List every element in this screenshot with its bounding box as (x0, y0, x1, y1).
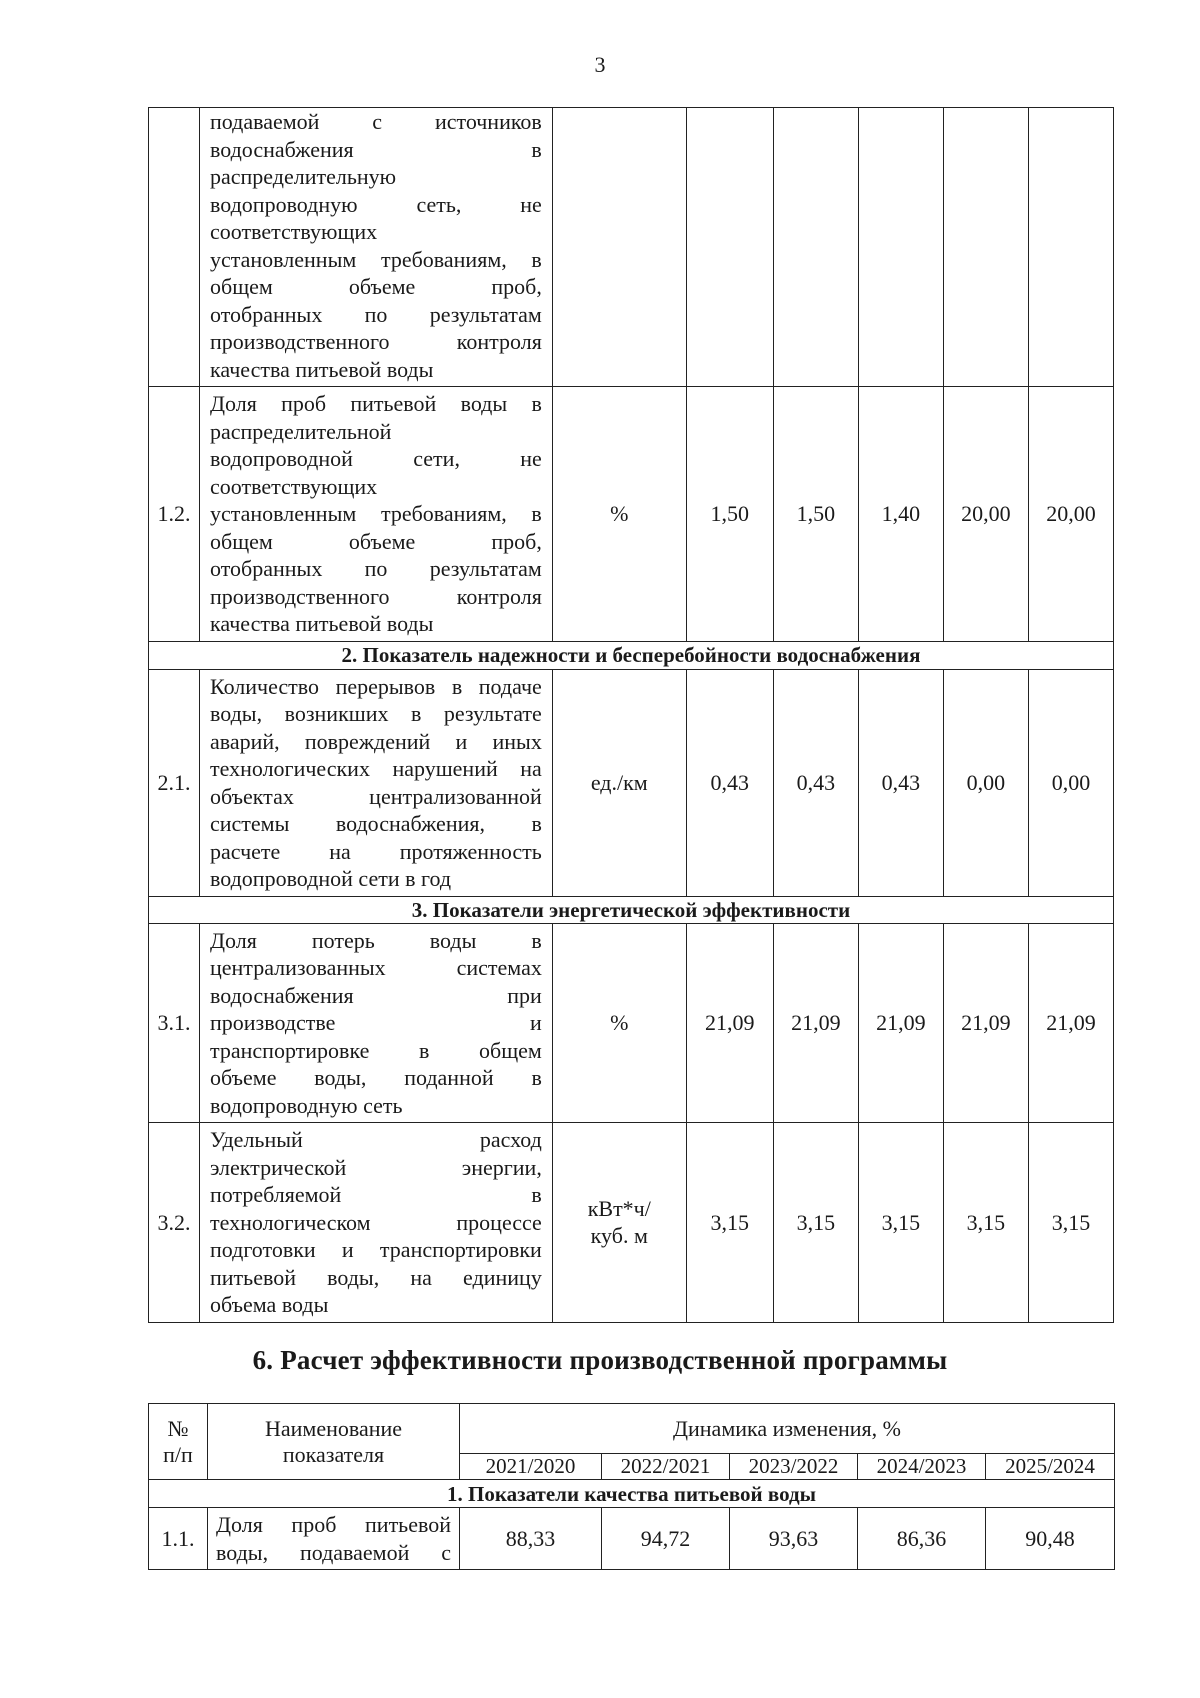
table-row (149, 108, 1114, 387)
table-row (149, 387, 1114, 642)
value-cell (686, 108, 773, 387)
indicator-description: подаваемой с источников водоснабжения в распределительную водопроводную сеть, не соответствующих установленным требованиям, в общем объеме проб, отобранных по результатам производственного контроля качества питьевой воды (200, 108, 553, 387)
indicator-description: Доля потерь воды в централизованных системах водоснабжения при производстве и транспортировке в общем объеме воды, поданной в водопроводную сеть (200, 923, 553, 1123)
year-header: 2022/2021 (602, 1454, 730, 1480)
value-cell: 3,15 (943, 1123, 1028, 1323)
efficiency-table (148, 1403, 1115, 1570)
value-cell: 88,33 (460, 1508, 602, 1570)
indicators-table (148, 107, 1114, 1323)
value-cell: 1,50 (686, 387, 773, 642)
dynamics-header: Динамика изменения, % (460, 1404, 1115, 1454)
section-title: 2. Показатель надежности и бесперебойности водоснабжения (149, 641, 1114, 669)
page-number: 3 (594, 52, 606, 77)
value-cell: 3,15 (858, 1123, 943, 1323)
unit-cell: кВт*ч/ куб. м (552, 1123, 686, 1323)
section-row (149, 641, 1114, 669)
name-header: Наименование показателя (208, 1404, 460, 1480)
unit-cell: % (552, 387, 686, 642)
value-cell (1028, 108, 1113, 387)
section-title: 1. Показатели качества питьевой воды (149, 1480, 1115, 1508)
table-row (149, 923, 1114, 1123)
value-cell: 0,43 (858, 669, 943, 896)
value-cell: 3,15 (1028, 1123, 1113, 1323)
indicator-description: Доля проб питьевой воды в распределительной водопроводной сети, не соответствующих установленным требованиям, в общем объеме проб, отобранных по результатам производственного контроля качества питьевой воды (200, 387, 553, 642)
value-cell: 90,48 (986, 1508, 1115, 1570)
value-cell: 1,40 (858, 387, 943, 642)
unit-cell: ед./км (552, 669, 686, 896)
header-row (149, 1404, 1115, 1454)
value-cell: 20,00 (943, 387, 1028, 642)
value-cell: 21,09 (773, 923, 858, 1123)
year-header: 2021/2020 (460, 1454, 602, 1480)
value-cell: 21,09 (686, 923, 773, 1123)
row-number: 3.1. (149, 923, 200, 1123)
value-cell (858, 108, 943, 387)
value-cell: 93,63 (730, 1508, 858, 1570)
unit-cell: % (552, 923, 686, 1123)
indicator-description: Удельный расход электрической энергии, потребляемой в технологическом процессе подготовки и транспортировки питьевой воды, на единицу объема воды (200, 1123, 553, 1323)
value-cell: 0,00 (1028, 669, 1113, 896)
value-cell: 21,09 (1028, 923, 1113, 1123)
year-header: 2024/2023 (858, 1454, 986, 1480)
row-number: 1.2. (149, 387, 200, 642)
row-number (149, 108, 200, 387)
table-row (149, 669, 1114, 896)
unit-cell (552, 108, 686, 387)
value-cell: 86,36 (858, 1508, 986, 1570)
value-cell: 3,15 (773, 1123, 858, 1323)
table-row (149, 1508, 1115, 1570)
indicator-description: Количество перерывов в подаче воды, возникших в результате аварий, повреждений и иных технологических нарушений на объектах централизованной системы водоснабжения, в расчете на протяженность водопроводной сети в год (200, 669, 553, 896)
value-cell: 20,00 (1028, 387, 1113, 642)
section-row (149, 1480, 1115, 1508)
value-cell: 21,09 (943, 923, 1028, 1123)
section-heading: 6. Расчет эффективности производственной программы (252, 1345, 948, 1375)
row-number: 2.1. (149, 669, 200, 896)
value-cell: 94,72 (602, 1508, 730, 1570)
section-title: 3. Показатели энергетической эффективности (149, 896, 1114, 923)
value-cell: 0,43 (686, 669, 773, 896)
value-cell: 1,50 (773, 387, 858, 642)
value-cell (773, 108, 858, 387)
value-cell (943, 108, 1028, 387)
row-number: 3.2. (149, 1123, 200, 1323)
section-row (149, 896, 1114, 923)
indicator-description: Доля проб питьевой воды, подаваемой с (208, 1508, 460, 1570)
number-header: № п/п (149, 1404, 208, 1480)
row-number: 1.1. (149, 1508, 208, 1570)
year-header: 2025/2024 (986, 1454, 1115, 1480)
value-cell: 21,09 (858, 923, 943, 1123)
value-cell: 0,00 (943, 669, 1028, 896)
value-cell: 3,15 (686, 1123, 773, 1323)
value-cell: 0,43 (773, 669, 858, 896)
year-header: 2023/2022 (730, 1454, 858, 1480)
table-row (149, 1123, 1114, 1323)
